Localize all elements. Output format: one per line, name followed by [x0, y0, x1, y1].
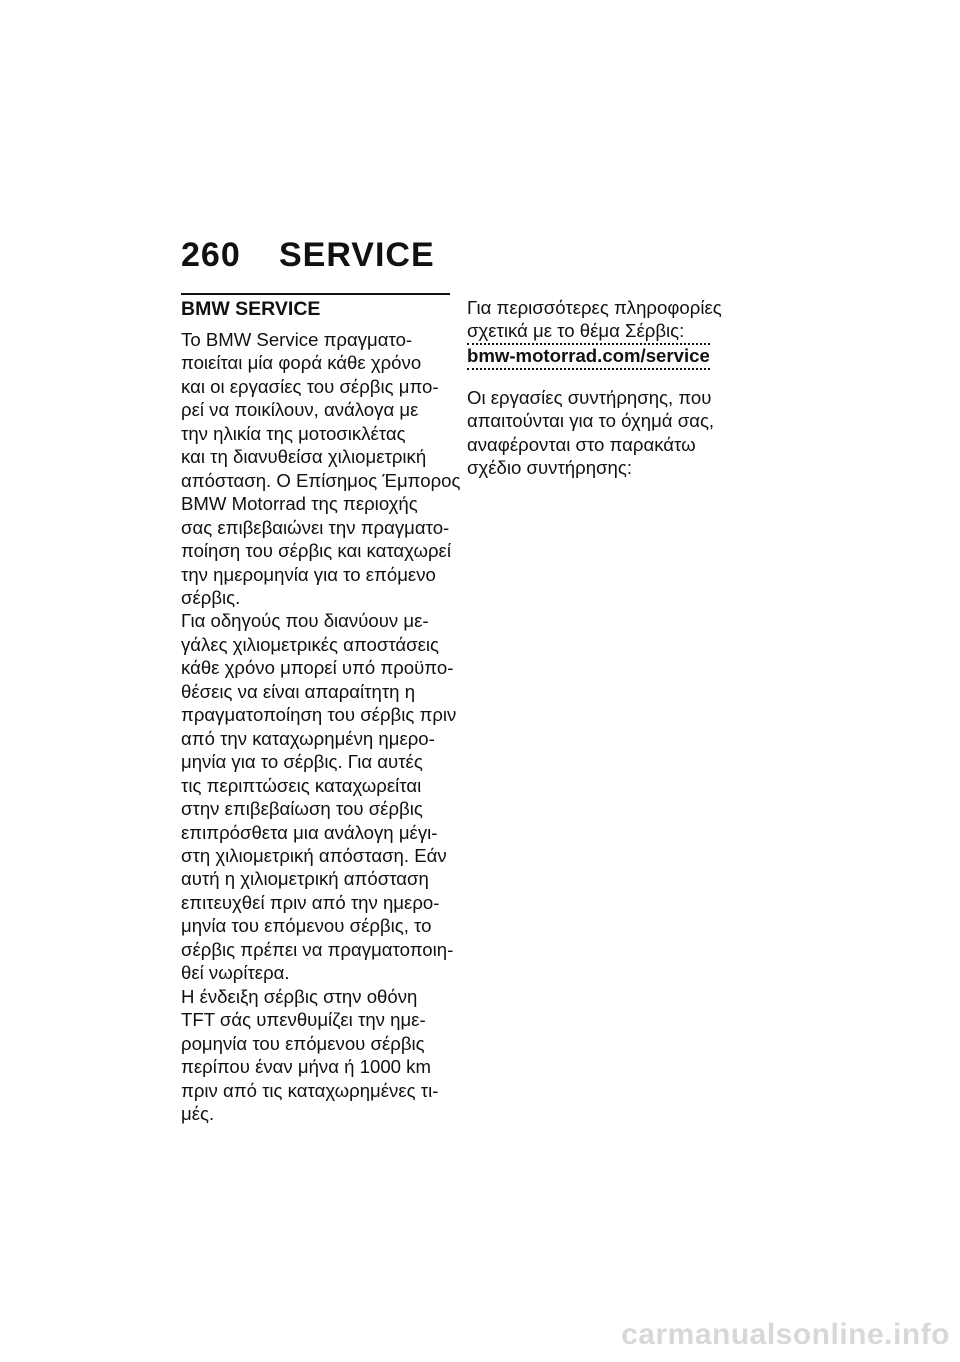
- text-line: την ηλικία της μοτοσικλέτας: [181, 422, 406, 444]
- page-header: [181, 236, 435, 275]
- text-line: θέσεις να είναι απαραίτητη η: [181, 680, 416, 702]
- watermark: carmanualsonline.info: [621, 1318, 950, 1351]
- text-line: σχετικά με το θέμα Σέρβις:: [467, 320, 685, 342]
- text-line: και τη διανυθείσα χιλιομετρική: [181, 446, 427, 468]
- text-line: απαιτούνται για το όχημά σας,: [467, 410, 715, 432]
- text-line: θεί νωρίτερα.: [181, 962, 290, 984]
- left-body-text: [181, 328, 461, 1125]
- text-line: BMW Motorrad της περιοχής: [181, 493, 418, 515]
- text-line: σχέδιο συντήρησης:: [467, 457, 633, 479]
- text-line: στην επιβεβαίωση του σέρβις: [181, 798, 423, 820]
- text-line: αναφέρονται στο παρακάτω: [467, 433, 696, 455]
- text-line: μηνία για το σέρβις. Για αυτές: [181, 751, 423, 773]
- text-line: επιπρόσθετα μια ανάλογη μέγι-: [181, 821, 438, 843]
- text-line: επιτευχθεί πριν από την ημερο-: [181, 891, 440, 913]
- text-line: ποίηση του σέρβις και καταχωρεί: [181, 540, 451, 562]
- text-line: Η ένδειξη σέρβις στην οθόνη: [181, 985, 418, 1007]
- text-line: Οι εργασίες συντήρησης, που: [467, 386, 712, 408]
- text-line: πραγματοποίηση του σέρβις πριν: [181, 704, 457, 726]
- text-line: κάθε χρόνο μπορεί υπό προϋπο-: [181, 657, 454, 679]
- text-line: ποιείται μία φορά κάθε χρόνο: [181, 352, 422, 374]
- text-line: Το BMW Service πραγματο-: [181, 329, 413, 350]
- page-number: 260: [181, 236, 241, 274]
- text-line: γάλες χιλιομετρικές αποστάσεις: [181, 633, 440, 655]
- text-line: σέρβις.: [181, 586, 241, 608]
- right-column: [467, 293, 727, 480]
- section-title: BMW SERVICE: [181, 298, 321, 320]
- service-link[interactable]: bmw-motorrad.com/service: [467, 343, 710, 370]
- more-info-text: [467, 296, 727, 343]
- text-line: και οι εργασίες του σέρβις μπο-: [181, 375, 439, 397]
- text-line: σας επιβεβαιώνει την πραγματο-: [181, 516, 450, 538]
- text-line: ρομηνία του επόμενου σέρβις: [181, 1032, 425, 1054]
- text-line: σέρβις πρέπει να πραγματοποιη-: [181, 938, 454, 960]
- text-line: Για περισσότερες πληροφορίες: [467, 297, 722, 318]
- chapter-title: SERVICE: [279, 236, 435, 274]
- text-line: στη χιλιομετρική απόσταση. Εάν: [181, 844, 447, 866]
- text-line: απόσταση. Ο Επίσημος Έμπορος: [181, 469, 461, 491]
- maintenance-text: [467, 386, 727, 480]
- text-line: πριν από τις καταχωρημένες τι-: [181, 1079, 439, 1101]
- left-column: [181, 293, 461, 1125]
- text-line: TFT σάς υπενθυμίζει την ημε-: [181, 1009, 426, 1031]
- text-line: από την καταχωρημένη ημερο-: [181, 727, 435, 749]
- text-line: περίπου έναν μήνα ή 1000 km: [181, 1056, 431, 1078]
- text-line: την ημερομηνία για το επόμενο: [181, 563, 436, 585]
- text-line: Για οδηγούς που διανύουν με-: [181, 610, 429, 632]
- text-line: ρεί να ποικίλουν, ανάλογα με: [181, 399, 419, 421]
- text-line: αυτή η χιλιομετρική απόσταση: [181, 868, 429, 890]
- text-line: μές.: [181, 1102, 215, 1124]
- text-line: τις περιπτώσεις καταχωρείται: [181, 774, 422, 796]
- text-line: μηνία του επόμενου σέρβις, το: [181, 915, 432, 937]
